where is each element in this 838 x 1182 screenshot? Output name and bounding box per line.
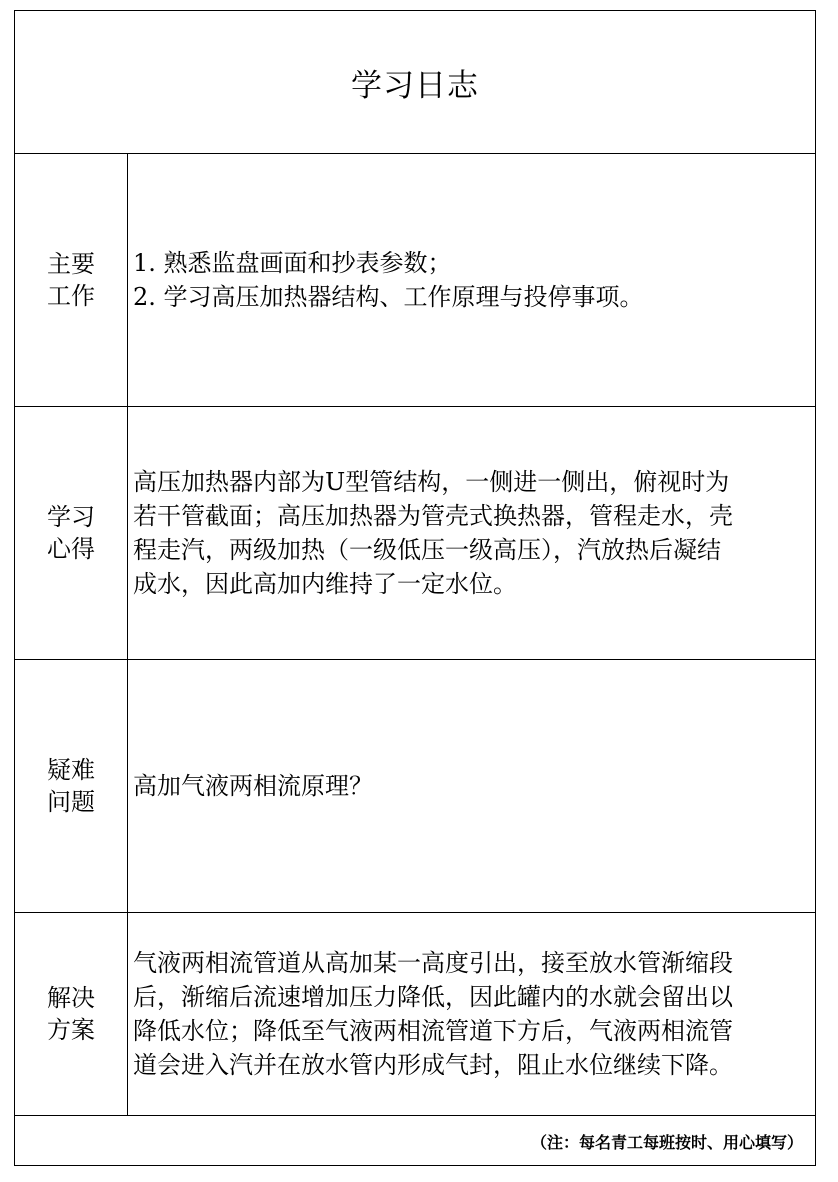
learning-insights-label-cell: [15, 407, 128, 659]
footer-note: （注：每名青工每班按时、用心填写）: [530, 1132, 803, 1152]
note-row: [15, 1116, 815, 1166]
learning-insights-row: [15, 407, 815, 660]
difficult-questions-line: 高加气液两相流原理？: [133, 772, 373, 800]
solution-line: 气液两相流管道从高加某一高度引出，接至放水管渐缩段: [133, 949, 733, 977]
difficult-questions-row: [15, 660, 815, 913]
solution-line: 道会进入汽并在放水管内形成气封，阻止水位继续下降。: [133, 1051, 733, 1079]
solution-label: 解决方案: [47, 984, 95, 1044]
learning-insights-line: 程走汽，两级加热（一级低压一级高压），汽放热后凝结: [133, 536, 721, 564]
log-table: [14, 10, 816, 1166]
main-work-label-cell: [15, 154, 128, 406]
learning-insights-line: 成水，因此高加内维持了一定水位。: [133, 570, 517, 598]
main-work-label: 主要工作: [47, 250, 95, 310]
main-work-line: 1. 熟悉监盘画面和抄表参数；: [133, 249, 452, 277]
page-title: 学习日志: [351, 67, 479, 104]
solution-row: [15, 913, 815, 1116]
main-work-line: 2. 学习高压加热器结构、工作原理与投停事项。: [133, 283, 644, 311]
main-work-content: [127, 154, 815, 406]
difficult-questions-label-cell: [15, 660, 128, 912]
difficult-questions-label: 疑难问题: [47, 756, 95, 816]
solution-line: 降低水位；降低至气液两相流管道下方后，气液两相流管: [133, 1017, 733, 1045]
solution-line: 后，渐缩后流速增加压力降低，因此罐内的水就会留出以: [133, 983, 733, 1011]
solution-label-cell: [15, 913, 128, 1115]
main-work-row: [15, 154, 815, 407]
learning-insights-line: 若干管截面；高压加热器为管壳式换热器，管程走水，壳: [133, 502, 733, 530]
title-row: [15, 11, 815, 154]
difficult-questions-content: [127, 660, 815, 912]
solution-content: [127, 913, 815, 1115]
learning-insights-label: 学习心得: [47, 503, 95, 563]
learning-insights-line: 高压加热器内部为U型管结构，一侧进一侧出，俯视时为: [133, 468, 730, 496]
learning-insights-content: [127, 407, 815, 659]
